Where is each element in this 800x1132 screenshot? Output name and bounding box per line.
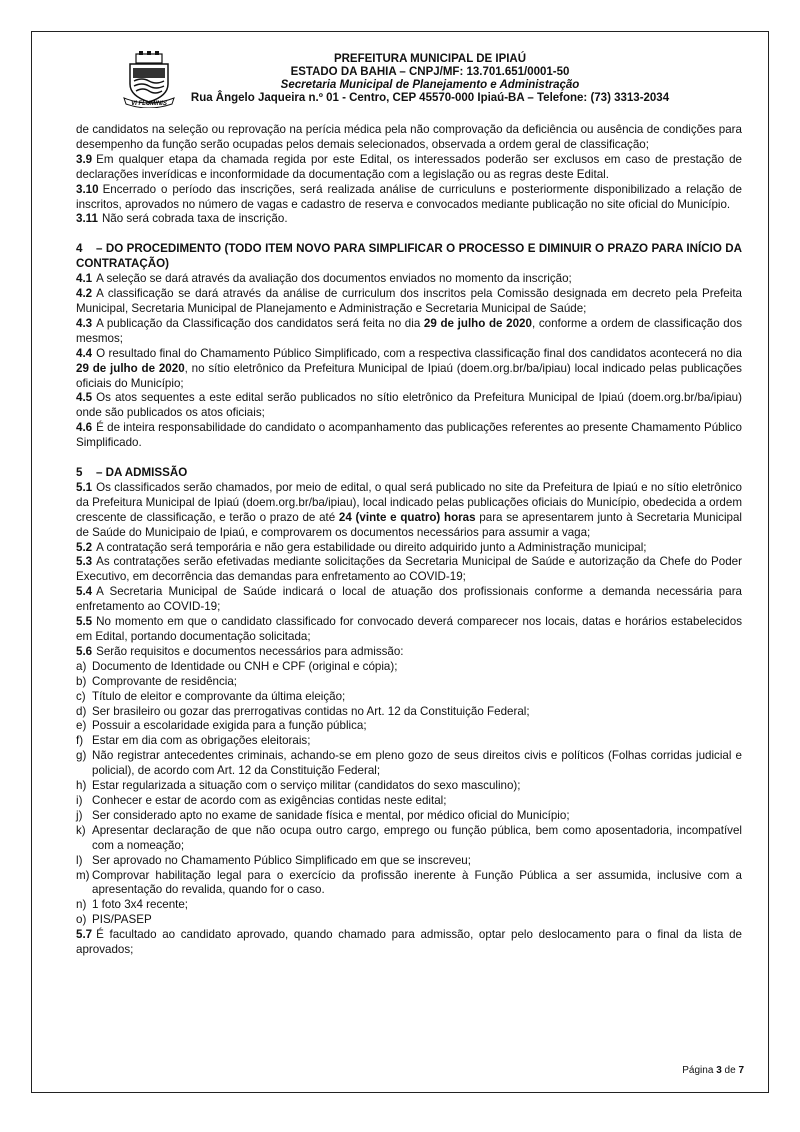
- list-item: o) PIS/PASEP: [76, 913, 152, 927]
- item-4-2: 4.2 A classificação se dará através da análise de curriculum dos inscritos pela Comissão designada em decreto pela Prefeita Municipal, Secretaria Municipal de Planejamento e Administração e Secretaria Municipal de Saúde;: [76, 287, 742, 315]
- item-4-4: 4.4 O resultado final do Chamamento Público Simplificado, com a respectiva classificação final dos candidatos acontecerá no dia 29 de julho de 2020, no sítio eletrônico da Prefeitura Municipal de Ipiaú (doem.org.br/ba/ipiau) local indicado pelas publicações oficiais do Município;: [76, 346, 742, 390]
- list-item: l) Ser aprovado no Chamamento Público Simplificado em que se inscreveu;: [76, 853, 471, 867]
- section-title: – DA ADMISSÃO: [96, 466, 188, 480]
- list-item: e) Possuir a escolaridade exigida para a função pública;: [76, 719, 367, 733]
- item-3-11: [76, 212, 742, 227]
- letterhead-state-cnpj: ESTADO DA BAHIA – CNPJ/MF: 13.701.651/0001-50: [290, 66, 570, 78]
- list-item: c) Título de eleitor e comprovante da última eleição;: [76, 689, 346, 703]
- section-title: – DO PROCEDIMENTO (TODO ITEM NOVO PARA SIMPLIFICAR O PROCESSO E DIMINUIR O PRAZO PARA INÍCIO DA CONTRATAÇÃO): [76, 242, 742, 271]
- list-item: f) Estar em dia com as obrigações eleitorais;: [76, 734, 311, 748]
- item-3-9: [76, 153, 742, 183]
- crest-motto: VI FLUMINIS: [131, 101, 167, 107]
- item-4-5: 4.5 Os atos sequentes a este edital serão publicados no sítio eletrônico da Prefeitura Municipal de Ipiaú (doem.org.br/ba/ipiau) onde são publicados os atos oficiais;: [76, 391, 742, 420]
- list-item: j) Ser considerado apto no exame de sanidade física e mental, por médico oficial do Município;: [76, 808, 570, 822]
- letterhead-secretariat: Secretaria Municipal de Planejamento e Administração: [280, 79, 580, 91]
- intro-paragraph: de candidatos na seleção ou reprovação na perícia médica pela não comprovação da deficiência ou ausência de condições para desempenho da função serão ocupadas pelos demais selecionados, observada a ordem geral de classificação;: [76, 123, 742, 151]
- list-item: d) Ser brasileiro ou gozar das prerrogativas contidas no Art. 12 da Constituição Federal;: [76, 704, 530, 718]
- highlight-date: 29 de julho de 2020: [423, 316, 532, 330]
- highlight-deadline: 24 (vinte e quatro) horas: [338, 510, 476, 524]
- document-body: [76, 123, 742, 958]
- letterhead-title: PREFEITURA MUNICIPAL DE IPIAÚ: [333, 53, 527, 65]
- page-number: Página 3 de 7: [682, 1065, 744, 1076]
- section-4-heading: [76, 242, 742, 272]
- letterhead: [120, 53, 740, 105]
- item-4-3: 4.3 A publicação da Classificação dos candidatos será feita no dia 29 de julho de 2020, conforme a ordem de classificação dos mesmos;: [76, 316, 743, 345]
- item-5-7: 5.7 É facultado ao candidato aprovado, quando chamado para admissão, optar pelo deslocamento para o final da lista de aprovados;: [76, 928, 742, 957]
- list-item: g) Não registrar antecedentes criminais, achando-se em pleno gozo de seus direitos civis e políticos (Folhas corridas judicial e policial), de acordo com Art. 12 da Constituição Federal;: [76, 749, 742, 778]
- section-number: 4: [76, 242, 83, 256]
- item-4-6: 4.6 É de inteira responsabilidade do candidato o acompanhamento das publicações referentes ao presente Chamamento Público Simplificado.: [76, 421, 742, 450]
- letterhead-address: Rua Ângelo Jaqueira n.º 01 - Centro, CEP 45570-000 Ipiaú-BA – Telefone: (73) 3313-2034: [190, 92, 670, 104]
- item-3-10: [76, 183, 742, 213]
- item-4-1: 4.1 A seleção se dará através da avaliação dos documentos enviados no momento da inscrição;: [76, 272, 572, 286]
- list-item: b) Comprovante de residência;: [76, 674, 238, 688]
- item-5-3: 5.3 As contratações serão efetivadas mediante solicitações da Secretaria Municipal de Saúde e autorização da Chefe do Poder Executivo, em decorrência das demandas para enfretamento ao COVID-19;: [76, 555, 742, 584]
- list-item: h) Estar regularizada a situação com o serviço militar (candidatos do sexo masculino);: [76, 779, 521, 793]
- item-5-4: 5.4 A Secretaria Municipal de Saúde indicará o local de atuação dos profissionais conforme a demanda necessária para enfretamento ao COVID-19;: [76, 585, 742, 614]
- list-item: a) Documento de Identidade ou CNH e CPF (original e cópia);: [76, 659, 398, 673]
- item-number: 3.10: [76, 182, 99, 196]
- item-5-2: 5.2 A contratação será temporária e não gera estabilidade ou direito adquirido junto a Administração municipal;: [76, 540, 647, 554]
- item-text: Não será cobrada taxa de inscrição.: [101, 212, 288, 226]
- item-5-5: 5.5 No momento em que o candidato classificado for convocado deverá comparecer nos locais, datas e horários estabelecidos em Edital, portando documentação solicitada;: [76, 615, 742, 643]
- section-number: 5: [76, 466, 83, 480]
- item-number: 3.9: [76, 152, 93, 166]
- requirements-list: [76, 660, 742, 928]
- item-number: 3.11: [76, 212, 98, 226]
- item-text: Encerrado o período das inscrições, será realizada análise de curriculuns e posteriormente disponibilizado a relação de inscritos, aprovados no número de vagas e cadastro de reserva e convocados mediante publicação no site oficial do Município.: [76, 182, 742, 211]
- section-5-heading: [76, 466, 742, 481]
- list-item: n) 1 foto 3x4 recente;: [76, 898, 189, 912]
- list-item: m) Comprovar habilitação legal para o exercício da profissão inerente à Função Pública a ser assumida, inclusive com a apresentação do revalida, quando for o caso.: [76, 868, 742, 897]
- list-item: k) Apresentar declaração de que não ocupa outro cargo, emprego ou função pública, bem como aposentadoria, incompatível com a nomeação;: [76, 823, 742, 852]
- highlight-date: 29 de julho de 2020: [76, 361, 185, 375]
- item-5-1: 5.1 Os classificados serão chamados, por meio de edital, o qual será publicado no site da Prefeitura de Ipiaú e no sítio eletrônico da Prefeitura Municipal de Ipiaú (doem.org.br/ba/ipiau), local indicado pelas publicações oficiais do Município, obedecida a ordem crescente de classificação, e terão o prazo de até 24 (vinte e quatro) horas para se apresentarem junto à Secretaria Municipal de Saúde do Municipaio de Ipiaú, e comprovarem os documentos necessários para assumir a vaga;: [76, 480, 742, 539]
- item-text: Em qualquer etapa da chamada regida por este Edital, os interessados poderão ser exclusos em caso de prestação de declarações inverídicas e inconformidade da documentação com a legislação ou as regras deste Edital.: [76, 152, 742, 181]
- item-5-6: 5.6 Serão requisitos e documentos necessários para admissão:: [76, 644, 404, 658]
- list-item: i) Conhecer e estar de acordo com as exigências contidas neste edital;: [76, 793, 447, 807]
